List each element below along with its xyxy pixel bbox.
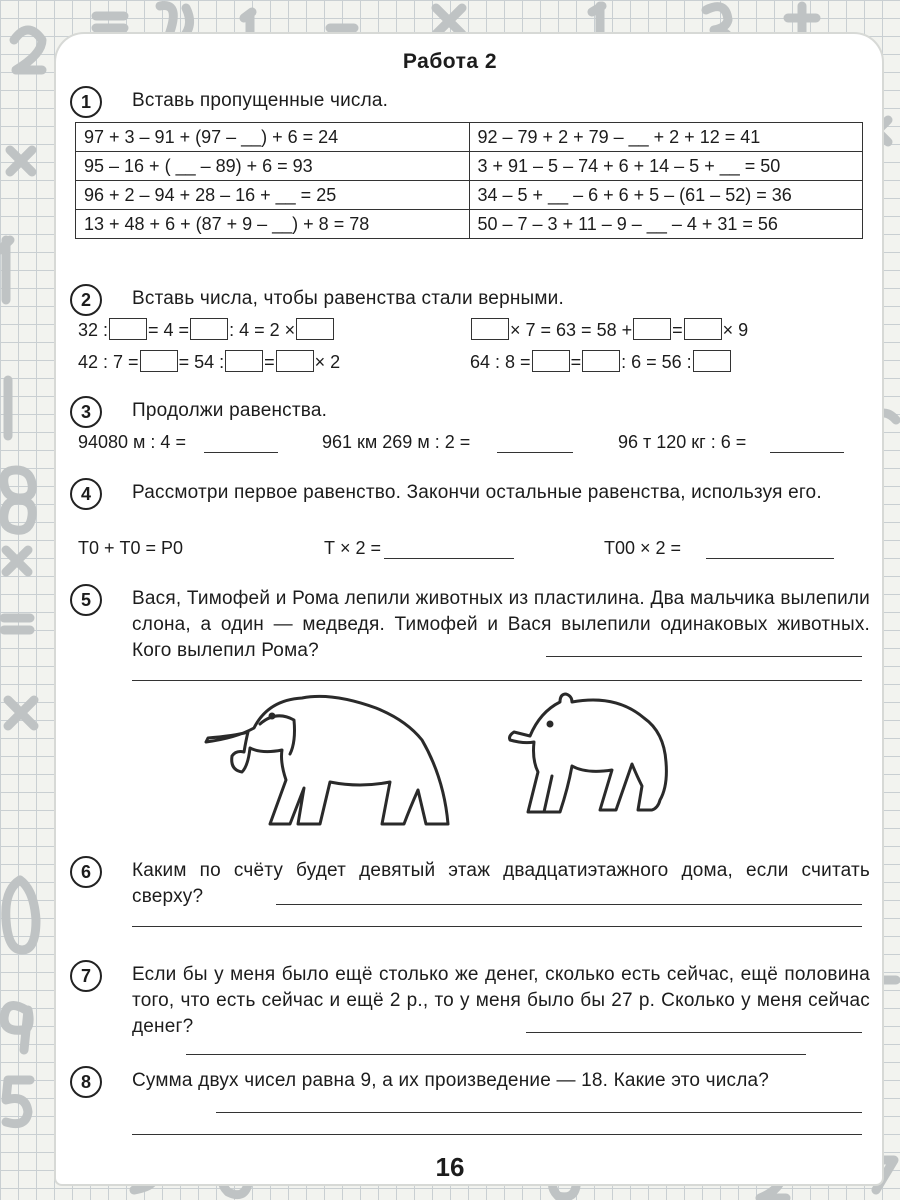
answer-line[interactable] [497, 452, 573, 453]
task-prompt: Рассмотри первое равенство. Закончи остальные равенства, используя его. [132, 482, 822, 503]
equation-cell[interactable]: 96 + 2 – 94 + 28 – 16 + __ = 25 [76, 181, 470, 210]
answer-line[interactable] [132, 1134, 862, 1135]
answer-line[interactable] [186, 1054, 806, 1055]
equation-cell[interactable]: 13 + 48 + 6 + (87 + 9 – __) + 8 = 78 [76, 210, 470, 239]
answer-box[interactable] [532, 350, 570, 372]
continue-equation: 96 т 120 кг : 6 = [618, 432, 747, 452]
elephant-icon [206, 696, 448, 824]
answer-line[interactable] [526, 1032, 862, 1033]
equation-cell[interactable]: 95 – 16 + ( __ – 89) + 6 = 93 [76, 152, 470, 181]
table-row [76, 181, 863, 210]
task-number: 5 [70, 584, 102, 616]
answer-box[interactable] [225, 350, 263, 372]
box-equation: 64 : 8 = = : 6 = 56 : [470, 350, 732, 373]
task-number: 1 [70, 86, 102, 118]
task-prompt: Вставь пропущенные числа. [132, 90, 389, 111]
answer-box[interactable] [109, 318, 147, 340]
equation-cell[interactable]: 3 + 91 – 5 – 74 + 6 + 14 – 5 + __ = 50 [469, 152, 863, 181]
answer-line[interactable] [706, 558, 834, 559]
task-number: 4 [70, 478, 102, 510]
table-row [76, 123, 863, 152]
page-title: Работа 2 [402, 50, 498, 73]
answer-line[interactable] [204, 452, 278, 453]
equation-cell[interactable]: 97 + 3 – 91 + (97 – __) + 6 = 24 [76, 123, 470, 152]
answer-line[interactable] [276, 904, 862, 905]
answer-box[interactable] [471, 318, 509, 340]
table-row [76, 210, 863, 239]
answer-line[interactable] [770, 452, 844, 453]
answer-line[interactable] [546, 656, 862, 657]
answer-box[interactable] [582, 350, 620, 372]
continue-equation: 94080 м : 4 = [78, 432, 186, 452]
table-row [76, 152, 863, 181]
answer-line[interactable] [384, 558, 514, 559]
answer-box[interactable] [693, 350, 731, 372]
letter-equation: Т00 × 2 = [604, 538, 682, 558]
task-prompt: Вставь числа, чтобы равенства стали верными. [132, 288, 564, 309]
answer-box[interactable] [684, 318, 722, 340]
box-equation: 32 : = 4 = : 4 = 2 × [78, 318, 335, 341]
task-prompt: Вася, Тимофей и Рома лепили животных из пластилина. Два мальчика вылепили слона, а один — медведя. Тимофей и Вася вылепили одинаковых животных. Кого вылепил Рома? [132, 588, 870, 661]
answer-box[interactable] [276, 350, 314, 372]
task-number: 2 [70, 284, 102, 316]
letter-equation: Т0 + Т0 = Р0 [78, 538, 184, 558]
equation-cell[interactable]: 34 – 5 + __ – 6 + 6 + 5 – (61 – 52) = 36 [469, 181, 863, 210]
box-equation: 42 : 7 = = 54 : = × 2 [78, 352, 341, 372]
task-prompt: Продолжи равенства. [132, 400, 328, 421]
answer-line[interactable] [216, 1112, 862, 1113]
task-prompt: Если бы у меня было ещё столько же денег, сколько есть сейчас, ещё половина того, что есть сейчас и ещё 2 р., то у меня было бы 27 р. Сколько у меня сейчас денег? [132, 964, 870, 1037]
task-prompt: Каким по счёту будет девятый этаж двадцатиэтажного дома, если считать сверху? [132, 860, 870, 907]
equation-cell[interactable]: 50 – 7 – 3 + 11 – 9 – __ – 4 + 31 = 56 [469, 210, 863, 239]
equation-cell[interactable]: 92 – 79 + 2 + 79 – __ + 2 + 12 = 41 [469, 123, 863, 152]
task-number: 7 [70, 960, 102, 992]
answer-box[interactable] [140, 350, 178, 372]
answer-line[interactable] [132, 680, 862, 681]
task-number: 6 [70, 856, 102, 888]
equations-table [75, 122, 863, 239]
bear-icon [510, 694, 667, 812]
page-number: 16 [435, 1152, 465, 1182]
answer-box[interactable] [633, 318, 671, 340]
box-equation: × 7 = 63 = 58 + = × 9 [470, 318, 748, 341]
answer-line[interactable] [132, 926, 862, 927]
continue-equation: 961 км 269 м : 2 = [322, 432, 471, 452]
task-number: 3 [70, 396, 102, 428]
answer-box[interactable] [296, 318, 334, 340]
letter-equation: Т × 2 = [324, 538, 382, 558]
answer-box[interactable] [190, 318, 228, 340]
task-prompt: Сумма двух чисел равна 9, а их произведение — 18. Какие это числа? [132, 1070, 770, 1091]
task-number: 8 [70, 1066, 102, 1098]
animals-illustration [200, 684, 670, 834]
